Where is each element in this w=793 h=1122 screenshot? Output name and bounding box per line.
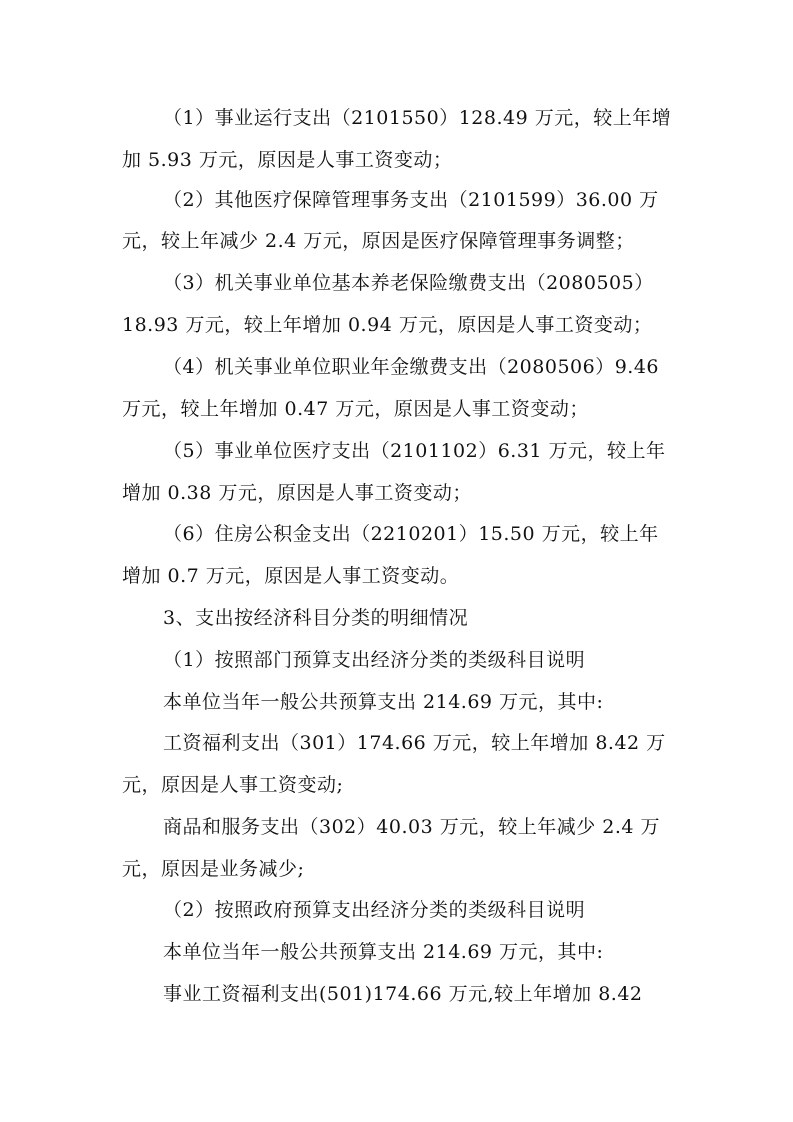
text-line: 元，较上年减少 2.4 万元，原因是医疗保障管理事务调整； xyxy=(122,230,635,252)
text-line: （1）事业运行支出（2101550）128.49 万元，较上年增 xyxy=(163,107,672,129)
text-line: 本单位当年一般公共预算支出 214.69 万元，其中: xyxy=(163,691,604,713)
text-line: （4）机关事业单位职业年金缴费支出（2080506）9.46 xyxy=(163,356,660,378)
section-heading: 3、支出按经济科目分类的明细情况 xyxy=(163,607,469,629)
text-line: 加 5.93 万元，原因是人事工资变动； xyxy=(122,149,453,171)
text-line: 增加 0.7 万元，原因是人事工资变动。 xyxy=(122,565,460,587)
text-line: 元，原因是人事工资变动; xyxy=(122,774,344,796)
text-line: 元，原因是业务减少; xyxy=(122,858,305,880)
text-line: （6）住房公积金支出（2210201）15.50 万元，较上年 xyxy=(163,523,659,545)
text-line: 事业工资福利支出(501)174.66 万元,较上年增加 8.42 xyxy=(163,983,643,1005)
text-line: 增加 0.38 万元，原因是人事工资变动； xyxy=(122,482,472,504)
text-line: （2）其他医疗保障管理事务支出（2101599）36.00 万 xyxy=(163,189,659,211)
text-line: （3）机关事业单位基本养老保险缴费支出（2080505） xyxy=(163,272,654,294)
text-line: 18.93 万元，较上年增加 0.94 万元，原因是人事工资变动； xyxy=(122,314,653,336)
text-line: 商品和服务支出（302）40.03 万元，较上年减少 2.4 万 xyxy=(163,816,660,838)
text-line: （5）事业单位医疗支出（2101102）6.31 万元，较上年 xyxy=(163,440,666,462)
text-line: 万元，较上年增加 0.47 万元，原因是人事工资变动； xyxy=(122,398,589,420)
subsection-heading: （1）按照部门预算支出经济分类的类级科目说明 xyxy=(163,649,586,671)
subsection-heading: （2）按照政府预算支出经济分类的类级科目说明 xyxy=(163,899,586,921)
text-line: 工资福利支出（301）174.66 万元，较上年增加 8.42 万 xyxy=(163,732,666,754)
text-line: 本单位当年一般公共预算支出 214.69 万元，其中: xyxy=(163,941,604,963)
